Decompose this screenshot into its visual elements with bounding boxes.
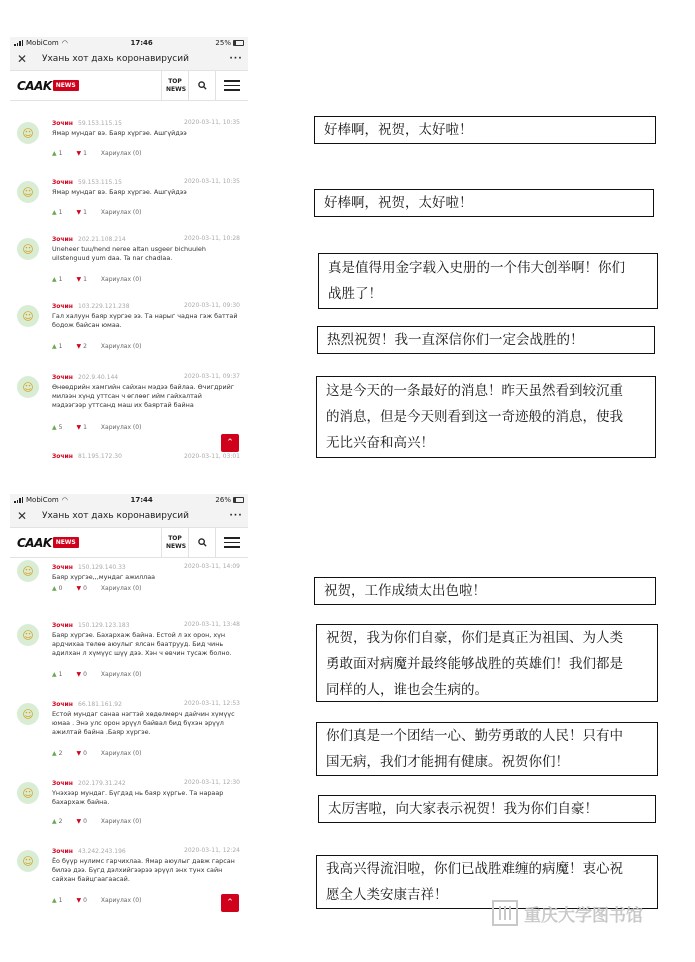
chevron-up-icon[interactable]: ⌃: [221, 894, 239, 912]
comment-date: 2020-03-11, 12:24: [184, 847, 240, 854]
comment-actions: [52, 276, 141, 283]
comment-author: Зочин: [52, 120, 73, 127]
thumbs-down-icon[interactable]: ▼: [76, 818, 82, 825]
thumbs-up-icon[interactable]: ▲: [52, 818, 57, 825]
avatar: ☺: [17, 850, 39, 872]
like-count: 5: [58, 424, 63, 431]
signal-icon: [14, 497, 23, 503]
comment-author: Зочин: [52, 780, 73, 787]
comment: [10, 374, 248, 440]
comment-author: Зочин: [52, 701, 73, 708]
translation-box: 祝贺，我为你们自豪，你们是真正为祖国、为人类 勇敢面对病魔并最终能够战胜的英雄们！我们都是 同样的人，谁也会生病的。: [316, 624, 658, 702]
thumbs-up-icon[interactable]: ▲: [52, 150, 57, 157]
comment-ip: 150.129.123.183: [78, 622, 130, 629]
reply-link[interactable]: Хариулах (0): [100, 897, 142, 904]
site-logo[interactable]: [17, 536, 161, 550]
menu-icon[interactable]: [215, 528, 248, 558]
avatar: ☺: [17, 238, 39, 260]
site-logo[interactable]: [17, 79, 161, 93]
reply-link[interactable]: Хариулах (0): [100, 276, 142, 283]
dislike-count: 0: [83, 671, 87, 678]
like-count: 2: [58, 818, 63, 825]
thumbs-down-icon[interactable]: ▼: [76, 343, 82, 350]
comment-date: 2020-03-11, 12:30: [184, 779, 240, 786]
translation-box: 祝贺，工作成绩太出色啦！: [314, 577, 656, 605]
comment: [10, 120, 248, 186]
chevron-up-icon[interactable]: ⌃: [221, 434, 239, 452]
reply-link[interactable]: Хариулах (0): [100, 750, 142, 757]
page-title: Ухань хот дахь коронавирусий: [42, 511, 189, 521]
dislike-count: 1: [83, 276, 87, 283]
thumbs-down-icon[interactable]: ▼: [76, 209, 82, 216]
comment-date: 2020-03-11, 14:09: [184, 563, 240, 570]
comment-author: Зочин: [52, 303, 73, 310]
like-count: 1: [58, 897, 63, 904]
comment-ip: 59.153.115.15: [78, 179, 122, 186]
comment-ip: 150.129.140.33: [78, 564, 126, 571]
status-bar: [10, 494, 248, 505]
comment: [10, 780, 248, 846]
comment-ip: 202.21.108.214: [78, 236, 126, 243]
reply-link[interactable]: Хариулах (0): [100, 209, 142, 216]
reply-link[interactable]: Хариулах (0): [100, 671, 142, 678]
like-count: 1: [58, 343, 63, 350]
phone-screenshot-1: [10, 37, 248, 464]
library-logo-icon: [492, 900, 518, 926]
translation-box: 真是值得用金字载入史册的一个伟大创举啊！你们 战胜了！: [318, 253, 658, 309]
thumbs-up-icon[interactable]: ▲: [52, 671, 57, 678]
avatar: ☺: [17, 181, 39, 203]
thumbs-down-icon[interactable]: ▼: [76, 276, 82, 283]
comment-text: Ямар мундаг вэ. Баяр хүргэе. Ашгүйдээ: [52, 129, 187, 137]
translation-box: 这是今天的一条最好的消息！昨天虽然看到较沉重 的消息，但是今天则看到这一奇迹般的消息，使我 无比兴奋和高兴！: [316, 376, 656, 458]
dislike-count: 0: [83, 897, 87, 904]
avatar: ☺: [17, 560, 39, 582]
dislike-count: 2: [83, 343, 87, 350]
thumbs-up-icon[interactable]: ▲: [52, 750, 57, 757]
phone-screenshot-2: [10, 494, 248, 922]
comment-date: 2020-03-11, 12:53: [184, 700, 240, 707]
thumbs-up-icon[interactable]: ▲: [52, 424, 57, 431]
avatar: ☺: [17, 782, 39, 804]
comment: [10, 453, 248, 463]
menu-icon[interactable]: [215, 71, 248, 101]
thumbs-down-icon[interactable]: ▼: [76, 150, 82, 157]
comment-text: Гал халуун баяр хүргэе ээ. Та нарыг чадна гэж баттай бодож байсан юмаа.: [52, 312, 238, 329]
reply-link[interactable]: Хариулах (0): [100, 818, 142, 825]
comment-ip: 59.153.115.15: [78, 120, 122, 127]
reply-link[interactable]: Хариулах (0): [100, 424, 142, 431]
dislike-count: 1: [83, 424, 87, 431]
avatar: ☺: [17, 624, 39, 646]
like-count: 0: [58, 585, 63, 592]
comment-ip: 202.179.31.242: [78, 780, 126, 787]
comment-date: 2020-03-11, 09:30: [184, 302, 240, 309]
dislike-count: 1: [83, 209, 87, 216]
logo-badge: NEWS: [53, 80, 79, 91]
dislike-count: 0: [83, 750, 87, 757]
comment-actions: [52, 818, 141, 825]
comment-ip: 66.181.161.92: [78, 701, 122, 708]
status-time: 17:44: [130, 495, 153, 504]
translation-box: 你们真是一个团结一心、勤劳勇敢的人民！只有中 国无病，我们才能拥有健康。祝贺你们！: [316, 722, 658, 776]
comment-text: Өнөөдрийн хамгийн сайхан мэдээ байлаа. Өчигдрийг милээн хүнд уттсан ч өглөөг ийм гайхалтай мэдээгээр уттсанд маш их баяртай байна: [52, 383, 235, 409]
comment-actions: [52, 150, 141, 157]
comment-actions: [52, 671, 141, 678]
comment-text: Uneheer tuu/hend neree altan usgeer bichuuleh uilstenguud yum daa. Ta nar chadlaa.: [52, 245, 206, 262]
dislike-count: 0: [83, 818, 87, 825]
comment: [10, 303, 248, 369]
translation-box: 好棒啊，祝贺，太好啦！: [314, 189, 654, 217]
avatar: ☺: [17, 376, 39, 398]
close-icon[interactable]: ✕: [16, 509, 28, 523]
comment-ip: 202.9.40.144: [78, 374, 119, 381]
comment-author: Зочин: [52, 236, 73, 243]
thumbs-up-icon[interactable]: ▲: [52, 585, 57, 592]
comment-author: Зочин: [52, 453, 73, 460]
comment-date: 2020-03-11, 10:28: [184, 235, 240, 242]
comment-text: Баяр хүргэе,,,мундаг ажиллаа: [52, 573, 156, 581]
comment-text: Үнэхээр мундаг. Бүгдэд нь баяр хүргье. Та нараар бахархаж байна.: [52, 789, 224, 806]
site-nav: [10, 528, 248, 558]
reply-link[interactable]: Хариулах (0): [100, 150, 142, 157]
watermark-text: 重庆大学图书馆: [524, 905, 643, 926]
close-icon[interactable]: ✕: [16, 52, 28, 66]
thumbs-down-icon[interactable]: ▼: [76, 585, 82, 592]
like-count: 1: [58, 150, 63, 157]
battery-icon: [233, 40, 244, 46]
comment-text: Ёо бүүр нулимс гарчихлаа. Ямар аюулыг давж гарсан билээ дээ. Бүгд дэлхийгээрээ эрүүл энх тунх сайн сайхан байцгаагаасай.: [52, 857, 235, 883]
thumbs-down-icon[interactable]: ▼: [76, 671, 82, 678]
library-watermark: [492, 900, 643, 926]
comment-text: Баяр хүргэе. Бахархаж байна. Естой л эх орон, хүн ардчихаа төлөө аюулыг ялсан баатрууд. Бид чинь адилхан л хүмүүс шүү дээ. Хэн ч өвчин тусаж болно.: [52, 631, 232, 657]
browser-title-bar: [10, 505, 248, 528]
thumbs-up-icon[interactable]: ▲: [52, 343, 57, 350]
status-time: 17:46: [130, 38, 153, 47]
translation-box: 我高兴得流泪啦，你们已战胜难缠的病魔！衷心祝 愿全人类安康吉祥！: [316, 855, 658, 909]
comment-ip: 103.229.121.238: [78, 303, 130, 310]
comment-actions: [52, 897, 141, 904]
thumbs-down-icon[interactable]: ▼: [76, 424, 82, 431]
search-icon[interactable]: [188, 528, 215, 558]
browser-title-bar: [10, 48, 248, 71]
translation-box: 热烈祝贺！我一直深信你们一定会战胜的！: [317, 326, 655, 354]
comment-author: Зочин: [52, 848, 73, 855]
signal-icon: [14, 40, 23, 46]
comment-author: Зочин: [52, 374, 73, 381]
comment-actions: [52, 585, 141, 592]
comment: [10, 701, 248, 767]
battery-icon: [233, 497, 244, 503]
comment-author: Зочин: [52, 179, 73, 186]
comment-actions: [52, 750, 141, 757]
like-count: 2: [58, 750, 63, 757]
like-count: 1: [58, 209, 63, 216]
reply-link[interactable]: Хариулах (0): [100, 585, 142, 592]
search-icon[interactable]: [188, 71, 215, 101]
comment: [10, 622, 248, 688]
comment-date: 2020-03-11, 09:37: [184, 373, 240, 380]
comment-ip: 43.242.243.196: [78, 848, 126, 855]
translation-box: 太厉害啦，向大家表示祝贺！我为你们自豪！: [318, 795, 656, 823]
avatar: ☺: [17, 703, 39, 725]
site-nav: [10, 71, 248, 101]
carrier: MobiCom: [26, 495, 59, 504]
comment-date: 2020-03-11, 10:35: [184, 119, 240, 126]
reply-link[interactable]: Хариулах (0): [100, 343, 142, 350]
top-news-label: TOP NEWS: [166, 534, 187, 550]
avatar: ☺: [17, 305, 39, 327]
top-news-button[interactable]: [161, 528, 188, 558]
comment-date: 2020-03-11, 13:48: [184, 621, 240, 628]
battery-level: 26%: [215, 495, 231, 504]
comment-date: 2020-03-11, 03:01: [184, 453, 240, 460]
comment-actions: [52, 424, 141, 431]
translation-box: 好棒啊，祝贺，太好啦！: [314, 116, 656, 144]
logo-text: CAAK: [17, 535, 52, 550]
comment-date: 2020-03-11, 10:35: [184, 178, 240, 185]
comment: [10, 848, 248, 914]
carrier: MobiCom: [26, 38, 59, 47]
avatar: ☺: [17, 122, 39, 144]
top-news-button[interactable]: [161, 71, 188, 101]
dislike-count: 1: [83, 150, 87, 157]
thumbs-down-icon[interactable]: ▼: [76, 750, 82, 757]
like-count: 1: [58, 276, 63, 283]
status-bar: [10, 37, 248, 48]
thumbs-up-icon[interactable]: ▲: [52, 276, 57, 283]
logo-text: CAAK: [17, 78, 52, 93]
dislike-count: 0: [83, 585, 87, 592]
comment-text: Естой мундаг санаа нэгтэй хөдөлмөрч дайчин хүмүүс юмаа . Энэ улс орон эрүүл байвал бид бүхэн эрүүл ажилтай байна .Баяр хүргэе.: [52, 710, 235, 736]
comment-ip: 81.195.172.30: [78, 453, 122, 460]
thumbs-up-icon[interactable]: ▲: [52, 897, 57, 904]
thumbs-up-icon[interactable]: ▲: [52, 209, 57, 216]
comment-actions: [52, 209, 141, 216]
more-icon[interactable]: ···: [229, 511, 243, 521]
comment-text: Ямар мундаг вэ. Баяр хүргэе. Ашгүйдээ: [52, 188, 187, 196]
wifi-icon: ◠: [61, 38, 68, 47]
more-icon[interactable]: ···: [229, 54, 243, 64]
top-news-label: TOP NEWS: [166, 77, 187, 93]
comment-author: Зочин: [52, 622, 73, 629]
thumbs-down-icon[interactable]: ▼: [76, 897, 82, 904]
logo-badge: NEWS: [53, 537, 79, 548]
like-count: 1: [58, 671, 63, 678]
wifi-icon: ◠: [61, 495, 68, 504]
comment-author: Зочин: [52, 564, 73, 571]
battery-level: 25%: [215, 38, 231, 47]
comment: [10, 236, 248, 302]
page-title: Ухань хот дахь коронавирусий: [42, 54, 189, 64]
comment-actions: [52, 343, 141, 350]
